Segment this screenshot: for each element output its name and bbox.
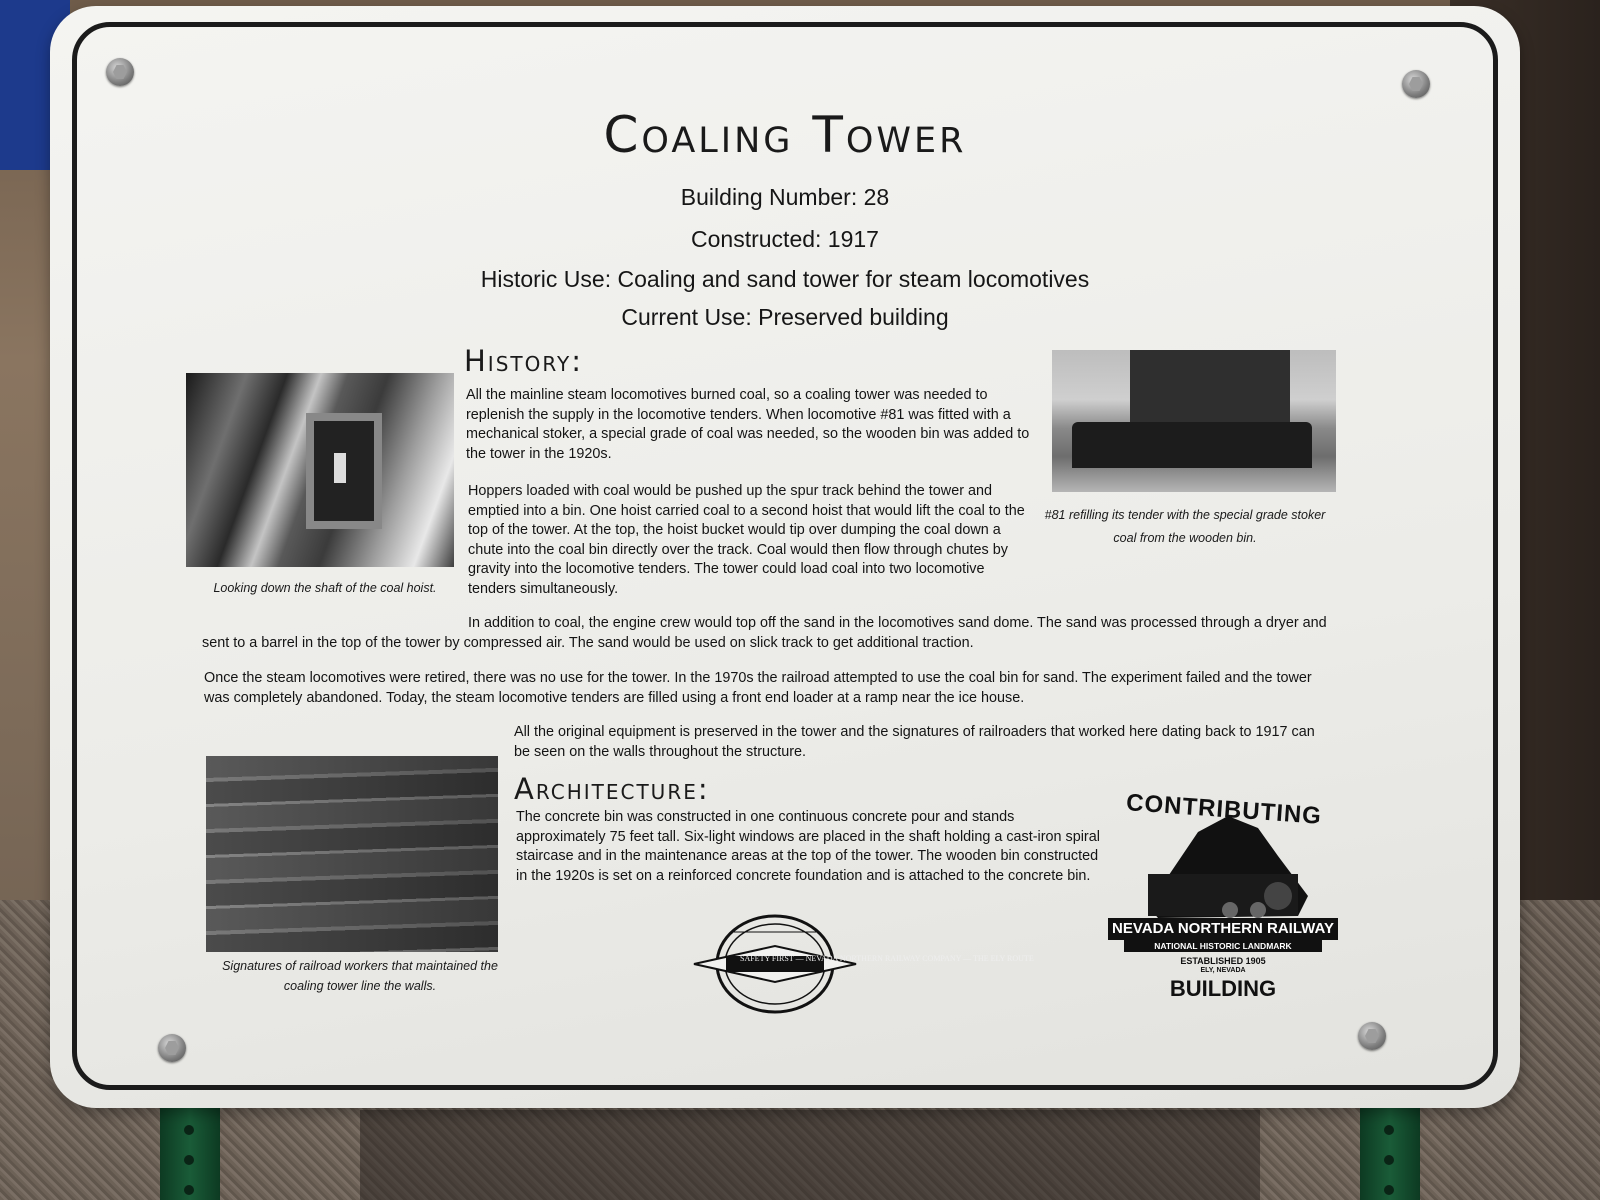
architecture-heading: Architecture: — [514, 772, 710, 806]
sign-post-right — [1360, 1105, 1420, 1200]
building-text: BUILDING — [1169, 976, 1277, 1001]
sign-shadow — [360, 1110, 1260, 1200]
history-paragraph-1: All the mainline steam locomotives burned coal, so a coaling tower was needed to replenish the supply in the locomotive tenders. When locomotive #81 was fitted with a mechanical stoker, a special grade of coal was needed, so the wooden bin was added to the tower in the 1920s. — [466, 387, 1030, 462]
bolt-icon — [1358, 1022, 1386, 1050]
architecture-paragraph: The concrete bin was constructed in one continuous concrete pour and stands approximately 75 feet tall. Six-light windows are placed in the shaft holding a cast-iron spiral staircase and in the maintenance areas at the top of the tower. The wooden bin constructed in the 1920s is set on a reinforced concrete foundation and is attached to the concrete bin. — [516, 809, 1100, 884]
photo-locomotive-81 — [1052, 350, 1336, 492]
current-use: Current Use: Preserved building — [621, 304, 949, 330]
history-heading: History: — [464, 344, 583, 378]
sign-title: Coaling Tower — [603, 106, 967, 164]
railway-name: NEVADA NORTHERN RAILWAY — [1112, 920, 1334, 937]
building-number: Building Number: 28 — [680, 184, 890, 210]
photo-coal-hoist-shaft — [186, 373, 454, 567]
location-text: ELY, NEVADA — [1200, 967, 1246, 974]
caption-shaft: Looking down the shaft of the coal hoist. — [213, 581, 437, 595]
history-paragraph-5: All the original equipment is preserved in the tower and the signatures of railroaders that worked here dating back to 1917 can be seen on the walls throughout the structure. — [514, 724, 1315, 760]
historic-use: Historic Use: Coaling and sand tower for steam locomotives — [480, 266, 1090, 292]
history-paragraph-2: Hoppers loaded with coal would be pushed up the spur track behind the tower and emptied into a bin. One hoist carried coal to a second hoist that would lift the coal to the top of the tower. At the top, the hoist bucket would tip over dumping the coal down a chute into the coal bin directly over the track. Coal would then flow through chutes by gravity into the locomotive tenders. The tower could load coal into two locomotive tenders simultaneously. — [468, 483, 1025, 597]
landmark-text: NATIONAL HISTORIC LANDMARK — [1154, 941, 1292, 951]
established-text: ESTABLISHED 1905 — [1180, 956, 1266, 966]
bolt-icon — [158, 1034, 186, 1062]
bolt-icon — [106, 58, 134, 86]
caption-walls: Signatures of railroad workers that maintained the coaling tower line the walls. — [222, 959, 498, 993]
photo-worker-signatures — [206, 756, 498, 952]
history-paragraph-4: Once the steam locomotives were retired, there was no use for the tower. In the 1970s the railroad attempted to use the coal bin for sand. The experiment failed and the tower was completely abandoned. Today, the steam locomotive tenders are filled using a front end loader at a ramp near the ice house. — [204, 670, 1312, 706]
contributing-text: CONTRIBUTING — [1125, 789, 1323, 830]
sign-post-left — [160, 1105, 220, 1200]
interpretive-sign — [50, 6, 1520, 1108]
constructed-year: Constructed: 1917 — [691, 226, 879, 252]
caption-engine: #81 refilling its tender with the special grade stoker coal from the wooden bin. — [1044, 508, 1326, 545]
safety-logo-text: SAFETY FIRST — NEVADA NORTHERN RAILWAY COMPANY — THE ELY ROUTE — [740, 954, 1034, 963]
history-paragraph-3: In addition to coal, the engine crew would top off the sand in the locomotives sand dome. The sand was processed through a dryer and sent to a barrel in the top of the tower by compressed air. The sand would be used on slick track to get additional traction. — [202, 615, 1327, 651]
bolt-icon — [1402, 70, 1430, 98]
